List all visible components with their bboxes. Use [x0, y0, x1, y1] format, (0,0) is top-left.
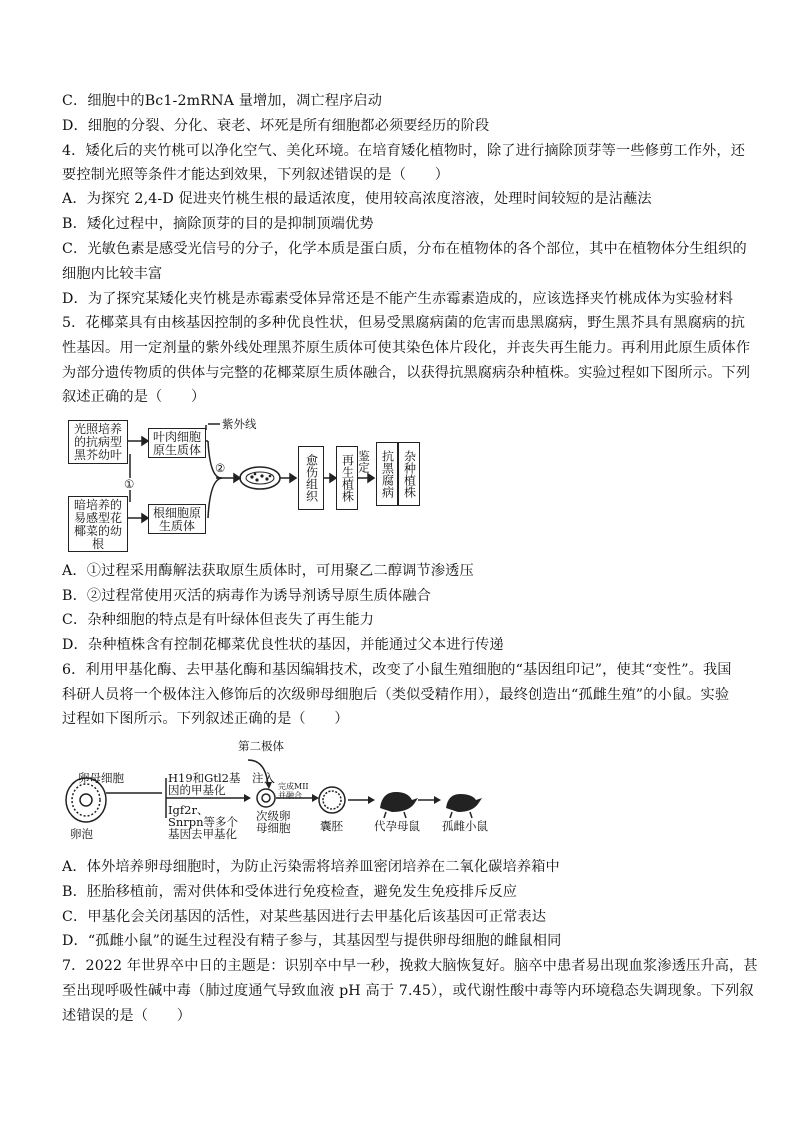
- box-callus: 愈伤组织: [298, 446, 324, 510]
- label-identify: 鉴定: [357, 450, 371, 473]
- question-5-option-c: C．杂种细胞的特点是有叶绿体但丧失了再生能力: [62, 612, 375, 628]
- question-7-stem-3: 述错误的是（ ）: [62, 1008, 192, 1024]
- question-6-option-b: B．胚胎移植前，需对供体和受体进行免疫检查，避免发生免疫排斥反应: [62, 884, 518, 900]
- label-step-1: ①: [124, 477, 135, 491]
- box-black-mustard-leaf: 光照培养的抗病型黑芥幼叶: [68, 420, 128, 464]
- question-5-stem-1: 5．花椰菜具有由核基因控制的多种优良性状，但易受黑腐病菌的危害而患黑腐病，野生黑芥具有黑腐病的抗: [62, 315, 746, 331]
- label-uv: 紫外线: [222, 417, 257, 431]
- box-regenerated-plant: 再生植株: [336, 446, 358, 510]
- label-surrogate-mother: 代孕母鼠: [374, 819, 420, 833]
- label-secondary-oocyte: 次级卵母细胞: [256, 809, 291, 835]
- question-5-stem-4: 叙述正确的是（ ）: [62, 389, 206, 405]
- question-5-stem-3: 为部分遗传物质的供体与完整的花椰菜原生质体融合，以获得抗黑腐病杂种植株。实验过程如下图所示。下列: [62, 365, 751, 381]
- label-activate: 完成MII 并融合: [278, 782, 309, 800]
- box-hybrid-plant: 杂种植株: [398, 442, 420, 506]
- question-5-option-b: B．②过程常使用灭活的病毒作为诱导剂诱导原生质体融合: [62, 588, 432, 604]
- question-5-option-d: D．杂种植株含有控制花椰菜优良性状的基因，并能通过父本进行传递: [62, 637, 504, 653]
- label-second-polar-body: 第二极体: [238, 739, 284, 753]
- label-step-2: ②: [215, 461, 226, 475]
- box-root-protoplast: 根细胞原生质体: [148, 504, 206, 534]
- question-7-stem-1: 7．2022 年世界卒中日的主题是：识别卒中早一秒，挽救大脑恢复好。脑卒中患者易出现血浆渗透压升高，甚: [62, 958, 758, 974]
- label-parthenogenetic-mouse: 孤雌小鼠: [442, 819, 488, 833]
- box-resistant: 抗黑腐病: [376, 442, 398, 506]
- label-blastocyst: 囊胚: [320, 819, 343, 833]
- question-4-option-d: D．为了探究某矮化夹竹桃是赤霉素受体异常还是不能产生赤霉素造成的，应该选择夹竹桃成体为实验材料: [62, 291, 734, 307]
- question-6-stem-2: 科研人员将一个极体注入修饰后的次级卵母细胞后（类似受精作用），最终创造出“孤雌生殖”的小鼠。实验: [62, 687, 730, 703]
- question-7-stem-2: 至出现呼吸性碱中毒（肺过度通气导致血液 pH 高于 7.45），或代谢性酸中毒等内环境稳态失调现象。下列叙: [62, 983, 754, 999]
- label-methylation: H19和Gtl2基因的甲基化: [168, 771, 241, 797]
- label-oocyte: 卵母细胞: [78, 771, 124, 785]
- question-5-stem-2: 性基因。用一定剂量的紫外线处理黑芥原生质体可使其染色体片段化，并丧失再生能力。再利用此原生质体作: [62, 340, 751, 356]
- box-mesophyll-protoplast: 叶肉细胞原生质体: [148, 428, 206, 458]
- question-6-stem-3: 过程如下图所示。下列叙述正确的是（ ）: [62, 711, 349, 727]
- question-4-option-c-1: C．光敏色素是感受光信号的分子，化学本质是蛋白质，分布在植物体的各个部位，其中在植物体分生组织的: [62, 241, 747, 257]
- label-follicle: 卵泡: [70, 827, 93, 841]
- question-4-stem-2: 要控制光照等条件才能达到效果，下列叙述错误的是（ ）: [62, 167, 450, 183]
- question-4-stem-1: 4．矮化后的夹竹桃可以净化空气、美化环境。在培育矮化植物时，除了进行摘除顶芽等一些修剪工作外，还: [62, 143, 746, 159]
- label-inject: 注入: [252, 771, 275, 785]
- text-line-d1: D．细胞的分裂、分化、衰老、坏死是所有细胞都必须要经历的阶段: [62, 118, 490, 134]
- box-cauliflower-root: 暗培养的易感型花椰菜的幼根: [68, 496, 128, 552]
- question-4-option-c-2: 细胞内比较丰富: [62, 266, 163, 282]
- question-4-option-a: A．为探究 2,4-D 促进夹竹桃生根的最适浓度，使用较高浓度溶液，处理时间较短的是沾蘸法: [62, 191, 652, 207]
- question-6-option-c: C．甲基化会关闭基因的活性，对某些基因进行去甲基化后该基因可正常表达: [62, 909, 547, 925]
- question-6-option-d: D．“孤雌小鼠”的诞生过程没有精子参与，其基因型与提供卵母细胞的雌鼠相同: [62, 933, 562, 949]
- text-line-c1: C．细胞中的Bc1-2mRNA 量增加，凋亡程序启动: [62, 93, 383, 109]
- question-6-stem-1: 6．利用甲基化酶、去甲基化酶和基因编辑技术，改变了小鼠生殖细胞的“基因组印记”，使其“变性”。我国: [62, 662, 732, 678]
- question-5-option-a: A．①过程采用酶解法获取原生质体时，可用聚乙二醇调节渗透压: [62, 563, 474, 579]
- parthenogenesis-diagram: [62, 738, 502, 848]
- label-demethylation: Igf2r、Snrpn等多个基因去甲基化: [168, 803, 239, 841]
- protoplast-fusion-diagram: [62, 414, 432, 552]
- question-4-option-b: B．矮化过程中，摘除顶芽的目的是抑制顶端优势: [62, 216, 374, 232]
- question-6-option-a: A．体外培养卵母细胞时，为防止污染需将培养皿密闭培养在二氧化碳培养箱中: [62, 859, 560, 875]
